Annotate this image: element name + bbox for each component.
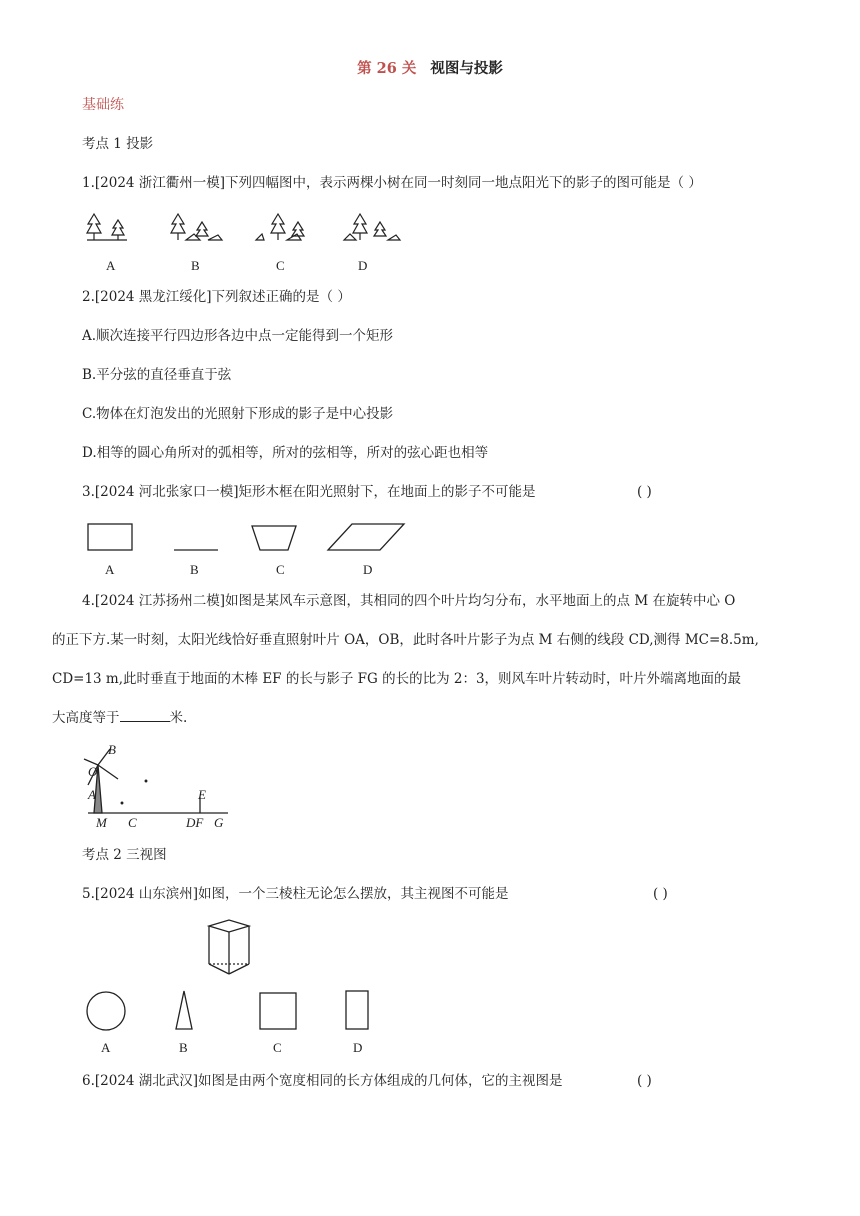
q5-option-d: D xyxy=(353,1040,363,1055)
q1-option-d: D xyxy=(358,258,368,273)
figure-label-o: O xyxy=(88,764,98,779)
question-3: 3.[2024 河北张家口一模]矩形木框在阳光照射下，在地面上的影子不可能是 xyxy=(82,484,536,500)
q5-answer-paren: ( ) xyxy=(653,886,668,902)
page-title xyxy=(0,57,860,78)
q1-figure xyxy=(82,210,402,250)
q3-option-a: A xyxy=(105,562,115,577)
windmill-figure xyxy=(82,745,242,825)
q5-options-figure xyxy=(82,985,382,1035)
topic-heading-1: 考点 1 投影 xyxy=(82,136,154,152)
q2-option-d: D.相等的圆心角所对的弧相等，所对的弦相等，所对的弦心距也相等 xyxy=(82,445,489,461)
q3-answer-paren: ( ) xyxy=(637,484,652,500)
q6-answer-paren: ( ) xyxy=(637,1073,652,1089)
chapter-number: 第 26 关 xyxy=(357,60,417,77)
figure-label-m: M xyxy=(96,815,107,830)
q3-option-b: B xyxy=(190,562,199,577)
q2-option-c: C.物体在灯泡发出的光照射下形成的影子是中心投影 xyxy=(82,406,394,422)
q2-option-a: A.顺次连接平行四边形各边中点一定能得到一个矩形 xyxy=(82,328,394,344)
section-heading: 基础练 xyxy=(82,97,124,113)
question-2: 2.[2024 黑龙江绥化]下列叙述正确的是（ ） xyxy=(82,289,351,305)
q5-option-c: C xyxy=(273,1040,282,1055)
q3-option-c: C xyxy=(276,562,285,577)
question-4-line-1: 4.[2024 江苏扬州二模]如图是某风车示意图，其相同的四个叶片均匀分布，水平地面上的点 M 在旋转中心 O xyxy=(82,593,736,609)
q2-option-b: B.平分弦的直径垂直于弦 xyxy=(82,367,232,383)
figure-label-g: G xyxy=(214,815,224,830)
figure-label-e: E xyxy=(198,787,206,802)
question-6: 6.[2024 湖北武汉]如图是由两个宽度相同的长方体组成的几何体，它的主视图是 xyxy=(82,1073,563,1089)
question-4-line-2: 的正下方.某一时刻，太阳光线恰好垂直照射叶片 OA，OB，此时各叶片影子为点 M 右侧的线段 CD,测得 MC=8.5m, xyxy=(52,632,759,648)
answer-blank[interactable] xyxy=(120,709,170,722)
q3-figure xyxy=(82,520,412,556)
q3-option-d: D xyxy=(363,562,373,577)
question-1: 1.[2024 浙江衢州一模]下列四幅图中，表示两棵小树在同一时刻同一地点阳光下的影子的图可能是（ ） xyxy=(82,175,702,191)
prism-figure xyxy=(205,918,255,978)
question-4-line-4: 大高度等于 米. xyxy=(52,710,188,726)
figure-label-a: A xyxy=(88,787,96,802)
figure-label-df: DF xyxy=(186,815,204,830)
q5-option-a: A xyxy=(101,1040,111,1055)
q1-option-a: A xyxy=(106,258,116,273)
figure-label-c: C xyxy=(128,815,137,830)
topic-heading-2: 考点 2 三视图 xyxy=(82,847,167,863)
chapter-title: 视图与投影 xyxy=(430,60,503,77)
question-5: 5.[2024 山东滨州]如图，一个三棱柱无论怎么摆放，其主视图不可能是 xyxy=(82,886,509,902)
question-4-line-3: CD=13 m,此时垂直于地面的木棒 EF 的长与影子 FG 的长的比为 2：3，则风车叶片转动时，叶片外端离地面的最 xyxy=(52,671,742,687)
figure-label-b: B xyxy=(108,742,116,757)
q1-option-c: C xyxy=(276,258,285,273)
q1-option-b: B xyxy=(191,258,200,273)
q5-option-b: B xyxy=(179,1040,188,1055)
